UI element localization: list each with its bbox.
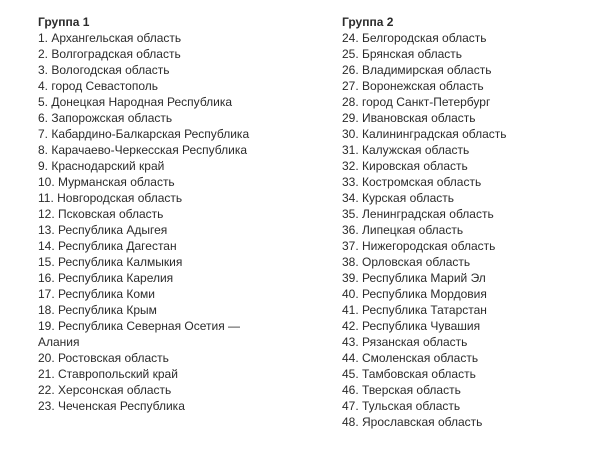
list-item: 6. Запорожская область xyxy=(38,111,173,125)
list-item: 3. Вологодская область xyxy=(38,63,170,77)
list-item: 45. Тамбовская область xyxy=(342,367,476,381)
list-item: 47. Тульская область xyxy=(342,399,461,413)
list-item: 15. Республика Калмыкия xyxy=(38,255,183,269)
list-item: 40. Республика Мордовия xyxy=(342,287,487,301)
list-item: 2. Волгоградская область xyxy=(38,47,181,61)
list-item: 34. Курская область xyxy=(342,191,454,205)
list-item: 35. Ленинградская область xyxy=(342,207,494,221)
list-item: 39. Республика Марий Эл xyxy=(342,271,486,285)
list-item: 30. Калининградская область xyxy=(342,127,507,141)
group-1-column xyxy=(38,14,308,414)
group-1-list xyxy=(38,30,308,414)
list-item: 43. Рязанская область xyxy=(342,335,468,349)
list-item: 5. Донецкая Народная Республика xyxy=(38,95,233,109)
list-item: 33. Костромская область xyxy=(342,175,482,189)
group-2-list xyxy=(342,30,592,430)
list-item: 41. Республика Татарстан xyxy=(342,303,487,317)
group-1-title: Группа 1 xyxy=(38,15,90,29)
list-item: 24. Белгородская область xyxy=(342,31,487,45)
list-item: 29. Ивановская область xyxy=(342,111,476,125)
list-item: 22. Херсонская область xyxy=(38,383,172,397)
list-item: 21. Ставропольский край xyxy=(38,367,178,381)
list-item: 20. Ростовская область xyxy=(38,351,169,365)
group-2-title: Группа 2 xyxy=(342,15,394,29)
list-item: 26. Владимирская область xyxy=(342,63,492,77)
list-item: 36. Липецкая область xyxy=(342,223,464,237)
list-item: 10. Мурманская область xyxy=(38,175,175,189)
list-item: 16. Республика Карелия xyxy=(38,271,174,285)
list-item: 27. Воронежская область xyxy=(342,79,484,93)
list-item: 9. Краснодарский край xyxy=(38,159,165,173)
list-item: 11. Новгородская область xyxy=(38,191,183,205)
list-item: 17. Республика Коми xyxy=(38,287,155,301)
list-item: 25. Брянская область xyxy=(342,47,463,61)
list-item: 7. Кабардино-Балкарская Республика xyxy=(38,127,250,141)
list-item: 23. Чеченская Республика xyxy=(38,399,185,413)
list-item: 42. Республика Чувашия xyxy=(342,319,481,333)
list-item: 12. Псковская область xyxy=(38,207,164,221)
list-item: 48. Ярославская область xyxy=(342,415,483,429)
list-item: 46. Тверская область xyxy=(342,383,461,397)
list-item: 31. Калужская область xyxy=(342,143,470,157)
list-item: 14. Республика Дагестан xyxy=(38,239,177,253)
list-item: 19. Республика Северная Осетия — Алания xyxy=(38,319,241,349)
list-item: 1. Архангельская область xyxy=(38,31,182,45)
list-item: 37. Нижегородская область xyxy=(342,239,496,253)
list-item: 32. Кировская область xyxy=(342,159,468,173)
group-2-column xyxy=(342,14,592,430)
list-item: 38. Орловская область xyxy=(342,255,471,269)
list-item: 4. город Севастополь xyxy=(38,79,158,93)
list-item: 18. Республика Крым xyxy=(38,303,157,317)
list-item: 8. Карачаево-Черкесская Республика xyxy=(38,143,248,157)
list-item: 28. город Санкт-Петербург xyxy=(342,95,491,109)
list-item: 44. Смоленская область xyxy=(342,351,479,365)
list-item: 13. Республика Адыгея xyxy=(38,223,168,237)
